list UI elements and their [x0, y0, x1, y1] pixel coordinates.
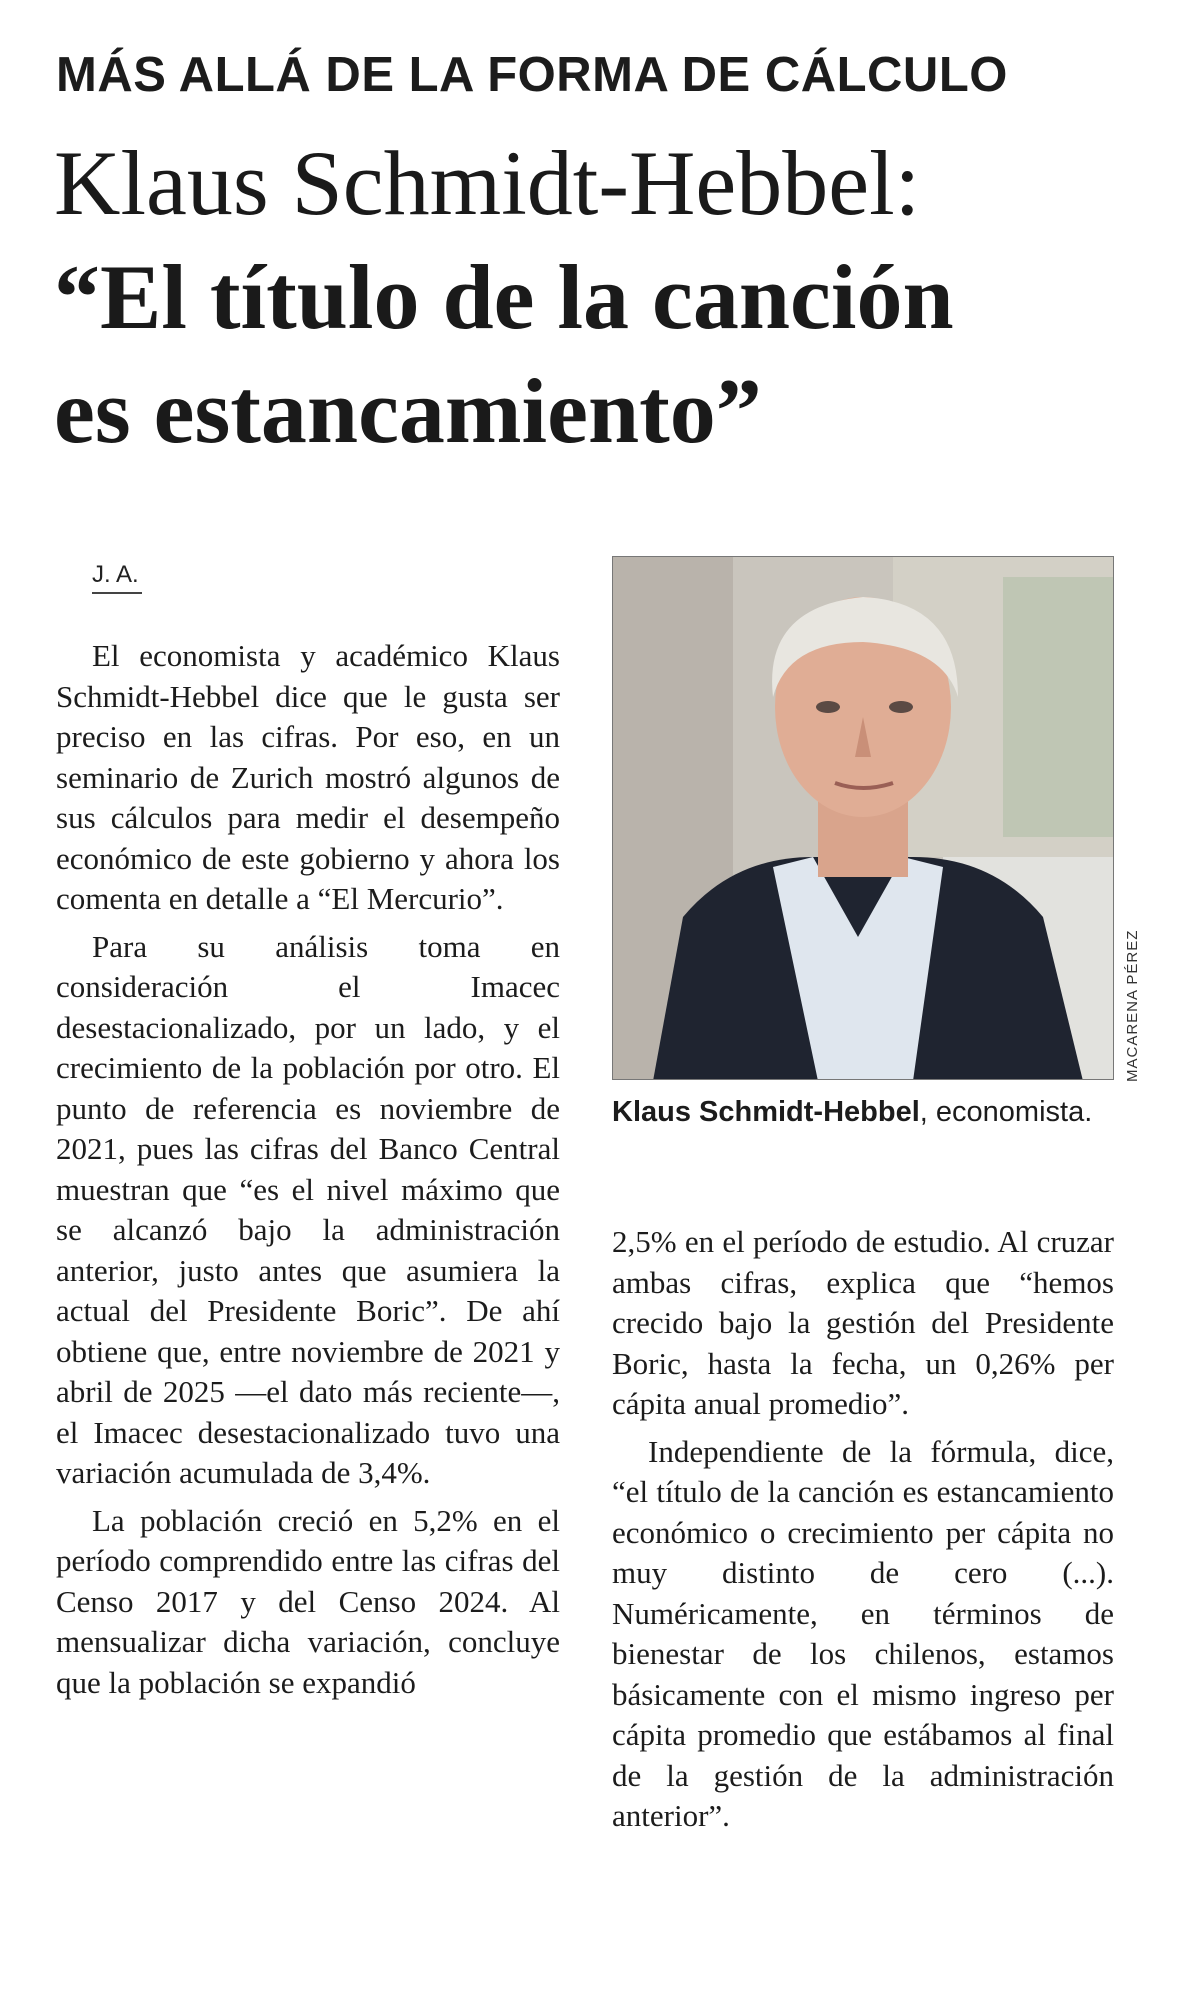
headline-line-1: Klaus Schmidt-Hebbel: [54, 132, 921, 234]
paragraph-3: La población creció en 5,2% en el período comprendido entre las cifras del Censo 2017 y del Censo 2024. Al mensualizar dicha variación, concluye que la población se expandió [56, 1502, 560, 1700]
paragraph-3-continued: 2,5% en el período de estudio. Al cruzar ambas cifras, explica que “hemos crecido bajo la gestión del Presidente Boric, hasta la fecha, un 0,26% per cápita anual promedio”. [612, 1224, 1114, 1421]
paragraph-1: El economista y académico Klaus Schmidt-Hebbel dice que le gusta ser preciso en las cifras. Por eso, en un seminario de Zurich mostró algunos de sus cálculos para medir el desempeño económico de este gobierno y ahora los comenta en detalle a “El Mercurio”. [56, 638, 560, 916]
headline-line-3: es estancamiento” [54, 360, 762, 462]
paragraph-2: Para su análisis toma en consideración el Imacec desestacionalizado, por un lado, y el crecimiento de la población por otro. El punto de referencia es noviembre de 2021, pues las cifras del Banco Central muestran que “es el nivel máximo que se alcanzó bajo la administración anterior, justo antes que asumiera la actual del Presidente Boric”. De ahí obtiene que, entre noviembre de 2021 y abril de 2025 —el dato más reciente—, el Imacec desestacionalizado tuvo una variación acumulada de 3,4%. [56, 928, 560, 1490]
paragraph-4: Independiente de la fórmula, dice, “el título de la canción es estancamiento económico o crecimiento per cápita no muy distinto de cero (...). Numéricamente, en términos de bienestar de los chilenos, estamos básicamente con el mismo ingreso per cápita promedio que estábamos al final de la gestión de la administración anterior”. [612, 1433, 1114, 1833]
kicker: MÁS ALLÁ DE LA FORMA DE CÁLCULO [56, 48, 1008, 102]
byline: J. A. [92, 560, 142, 594]
portrait-illustration [613, 557, 1114, 1080]
headline [54, 126, 1154, 468]
article-column-right [612, 1222, 1114, 1844]
photo-caption [612, 1092, 1118, 1132]
photo-credit: MACARENA PÉREZ [1124, 929, 1141, 1082]
article-column-left [56, 636, 560, 1710]
caption-text: , economista. [919, 1096, 1093, 1128]
portrait-photo [612, 556, 1114, 1080]
caption-name: Klaus Schmidt-Hebbel [612, 1096, 920, 1128]
headline-line-2: “El título de la canción [54, 246, 954, 348]
